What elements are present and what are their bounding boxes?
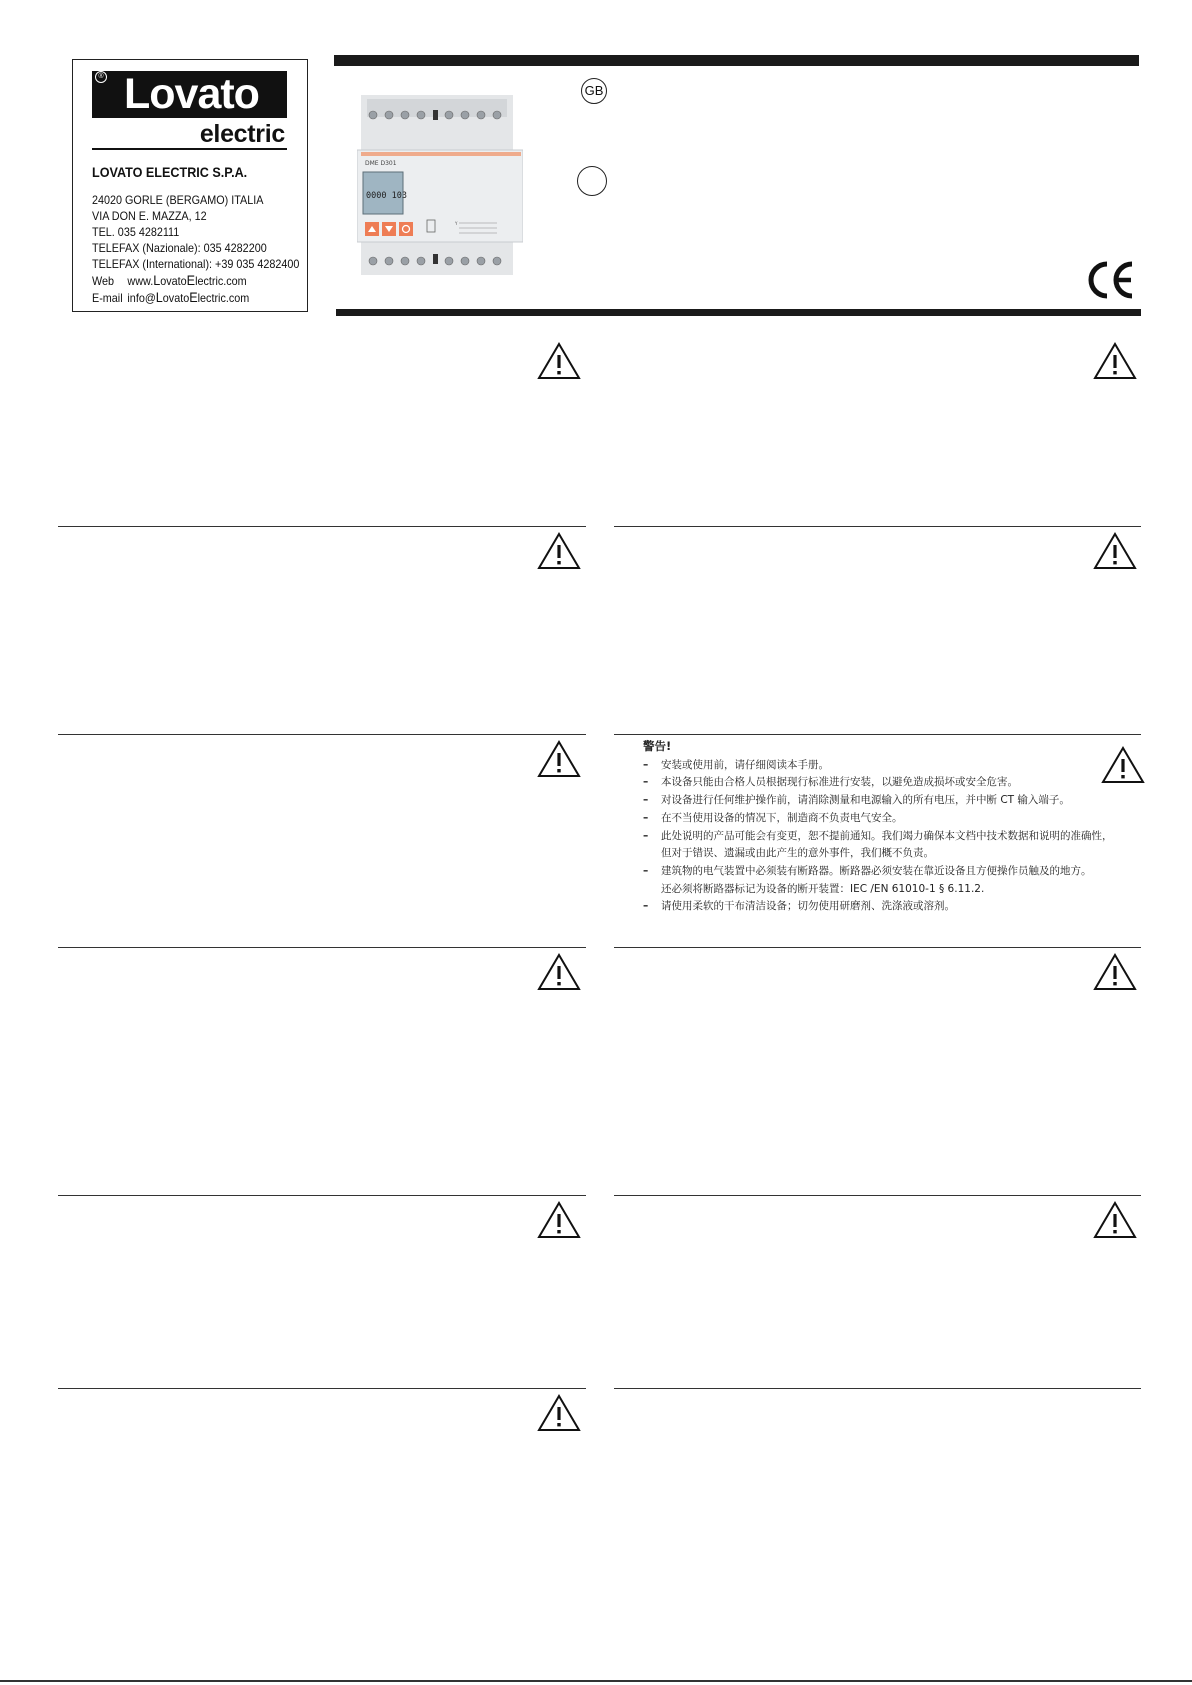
- language-badge-gb: GB: [581, 78, 607, 104]
- device-lcd-readout: 0000 103: [366, 191, 407, 201]
- address-line-1: 24020 GORLE (BERGAMO) ITALIA: [92, 193, 264, 207]
- logo-brand-text: Lovato: [124, 70, 259, 118]
- chinese-safety-warning: [643, 738, 1163, 916]
- warning-triangle-icon: [1093, 1201, 1137, 1239]
- device-model-label: DME D301: [365, 160, 397, 167]
- section-divider: [58, 1388, 586, 1389]
- warning-triangle-icon: [537, 342, 581, 380]
- warning-triangle-icon: [537, 740, 581, 778]
- section-divider: [614, 526, 1141, 527]
- company-info-box: [72, 59, 308, 312]
- warning-item: – 此处说明的产品可能会有变更，恕不提前通知。我们竭力确保本文档中技术数据和说明的准确性，: [643, 829, 1113, 842]
- logo-subtitle: [92, 118, 287, 150]
- fax-international: TELEFAX (International): +39 035 4282400: [92, 257, 300, 271]
- warning-triangle-icon: [1093, 342, 1137, 380]
- email-link[interactable]: info@LovatoElectric.com: [127, 289, 250, 305]
- telephone: TEL. 035 4282111: [92, 225, 180, 239]
- fax-national: TELEFAX (Nazionale): 035 4282200: [92, 241, 267, 255]
- section-divider: [614, 734, 1141, 735]
- warning-item-continuation: 但对于错误、遗漏或由此产生的意外事件，我们概不负责。: [661, 847, 934, 860]
- warning-item: – 安装或使用前，请仔细阅读本手册。: [643, 758, 829, 771]
- email-label: E-mail: [92, 291, 123, 305]
- warning-item: – 对设备进行任何维护操作前，请消除测量和电源输入的所有电压，并中断 CT 输入端子。: [643, 794, 1070, 807]
- ce-mark-icon: [1085, 260, 1135, 300]
- registered-mark: ®: [95, 71, 107, 83]
- header-bottom-rule: [336, 309, 1141, 316]
- warning-triangle-icon: [1093, 532, 1137, 570]
- footer-rule: [0, 1680, 1192, 1682]
- warning-triangle-icon: [1093, 953, 1137, 991]
- section-divider: [614, 1195, 1141, 1196]
- warning-item-continuation: 还必须将断路器标记为设备的断开装置：IEC /EN 61010-1 § 6.11.2.: [661, 882, 985, 895]
- section-divider: [58, 947, 586, 948]
- web-label: Web: [92, 274, 115, 288]
- warning-item: – 在不当使用设备的情况下，制造商不负责电气安全。: [643, 811, 903, 824]
- section-divider: [58, 1195, 586, 1196]
- web-link[interactable]: www.LovatoElectric.com: [127, 272, 247, 288]
- warning-triangle-icon: [537, 1201, 581, 1239]
- address-line-2: VIA DON E. MAZZA, 12: [92, 209, 207, 223]
- header-top-rule: [334, 55, 1139, 66]
- warning-triangle-icon: [537, 953, 581, 991]
- warning-title: 警告!: [643, 739, 672, 753]
- warning-item: – 本设备只能由合格人员根据现行标准进行安装，以避免造成损坏或安全危害。: [643, 776, 1018, 789]
- web-line: [92, 272, 283, 289]
- warning-item: – 建筑物的电气装置中必须装有断路器。断路器必须安装在靠近设备且方便操作员触及的地方。: [643, 864, 1092, 877]
- section-divider: [58, 734, 586, 735]
- warning-item: – 请使用柔软的干布清洁设备；切勿使用研磨剂、洗涤液或溶剂。: [643, 900, 955, 913]
- section-divider: [614, 1388, 1141, 1389]
- energy-meter-illustration: [357, 95, 523, 275]
- warning-triangle-icon: [537, 532, 581, 570]
- lovato-logo: [92, 71, 287, 118]
- company-address: [92, 164, 300, 306]
- section-divider: [614, 947, 1141, 948]
- svg-text:Y: Y: [455, 221, 458, 226]
- language-badge-cn: [577, 166, 607, 196]
- section-divider: [58, 526, 586, 527]
- logo-electric-text: electric: [199, 120, 285, 148]
- warning-triangle-icon: [537, 1394, 581, 1432]
- email-line: [92, 289, 283, 306]
- company-name: LOVATO ELECTRIC S.P.A.: [92, 164, 248, 180]
